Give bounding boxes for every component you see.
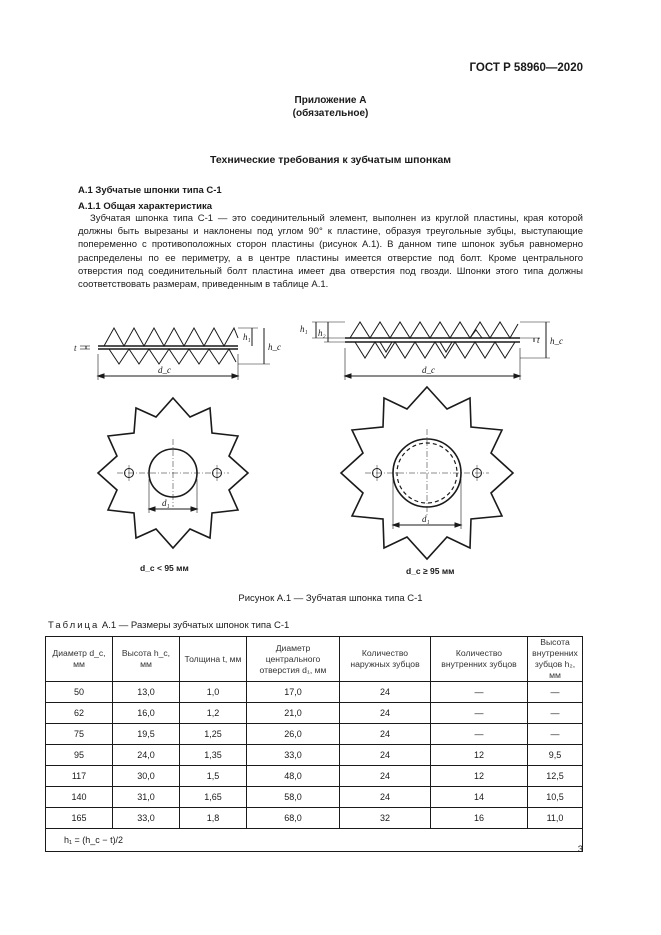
table-row [46,703,583,724]
cell: 24 [340,682,431,703]
cell: 24 [340,787,431,808]
col-inner-height: Высота внутренних зубцов h₂, мм [528,637,583,682]
cell: 48,0 [247,766,340,787]
annex-name: Приложение А [294,95,367,106]
table-row [46,724,583,745]
table-header-row [46,637,583,682]
cell: 24,0 [113,745,180,766]
paragraph-text: Зубчатая шпонка типа С-1 — это соединительный элемент, выполнен из круглой пластины, края которой должны быть вырезаны и наклонены под углом 90° к пластине, образуя треугольные зубцы, выступающие попеременно с противоположных сторон пластины (рисунок А.1). В данном типе шпонок зубья равномерно распределены по ее периметру, а в центре пластины имеется отверстие под болт. Кроме центрального отверстия под соединительный болт пластина имеет два отверстия под гвозди. Шпонки этого типа должны соответствовать размерам, приведенным в таблице А.1. [78,213,583,291]
label-left-dc: d_c [158,365,171,375]
cell: 30,0 [113,766,180,787]
cell: 95 [46,745,113,766]
cell: 1,2 [180,703,247,724]
cell: 12,5 [528,766,583,787]
cell: 13,0 [113,682,180,703]
page-number: 3 [577,844,583,855]
col-diameter: Диаметр d_c, мм [46,637,113,682]
label-right-d1: d₁ [422,514,430,524]
cell: 1,5 [180,766,247,787]
cell: 21,0 [247,703,340,724]
cell: 24 [340,745,431,766]
label-left-hc: h_c [268,342,281,352]
cell: 9,5 [528,745,583,766]
table-row [46,808,583,829]
annex-title [0,94,661,120]
cell: 50 [46,682,113,703]
table-row [46,745,583,766]
clause-heading: А.1.1 Общая характеристика [78,201,213,212]
col-outer-teeth: Количество наружных зубцов [340,637,431,682]
cell: 117 [46,766,113,787]
cell: 1,35 [180,745,247,766]
cell: — [431,682,528,703]
cell: 10,5 [528,787,583,808]
label-left-t: t [74,343,77,353]
figure-caption: Рисунок А.1 — Зубчатая шпонка типа С-1 [238,593,423,604]
cell: 32 [340,808,431,829]
cell: — [431,724,528,745]
cell: 68,0 [247,808,340,829]
standard-code: ГОСТ Р 58960—2020 [469,62,583,74]
cell: 16 [431,808,528,829]
cell: 75 [46,724,113,745]
right-plan-view [341,387,513,559]
cell: 12 [431,745,528,766]
col-inner-teeth: Количество внутренних зубцов [431,637,528,682]
cell: 19,5 [113,724,180,745]
cell: 24 [340,766,431,787]
cell: 62 [46,703,113,724]
right-condition: d_c ≥ 95 мм [406,566,455,576]
label-right-t: t [537,335,540,345]
cell: 16,0 [113,703,180,724]
left-side-view [80,328,270,380]
cell: 14 [431,787,528,808]
cell: 26,0 [247,724,340,745]
cell: — [431,703,528,724]
subsection-heading: А.1 Зубчатые шпонки типа С-1 [78,185,222,196]
left-condition: d_c < 95 мм [140,563,189,573]
cell: 24 [340,703,431,724]
label-left-h1: h₁ [243,332,251,342]
label-right-h1: h₁ [300,324,308,334]
cell: 33,0 [247,745,340,766]
table-row [46,682,583,703]
cell: 58,0 [247,787,340,808]
label-right-h2: h₂ [318,328,326,338]
cell: 11,0 [528,808,583,829]
label-right-hc: h_c [550,336,563,346]
cell: — [528,724,583,745]
cell: — [528,682,583,703]
cell: 165 [46,808,113,829]
cell: 31,0 [113,787,180,808]
label-right-dc: d_c [422,365,435,375]
col-height: Высота h_c, мм [113,637,180,682]
annex-status: (обязательное) [292,108,369,119]
table-note-row [46,829,583,852]
cell: 17,0 [247,682,340,703]
cell: 1,0 [180,682,247,703]
table-caption [48,620,289,631]
col-hole-diameter: Диаметр центрального отверстия d₁, мм [247,637,340,682]
cell: 12 [431,766,528,787]
cell: 140 [46,787,113,808]
label-left-d1: d₁ [162,498,170,508]
left-plan-view [98,398,248,548]
cell: 33,0 [113,808,180,829]
cell: 1,65 [180,787,247,808]
table-caption-text: А.1 — Размеры зубчатых шпонок типа С-1 [101,620,290,631]
col-thickness: Толщина t, мм [180,637,247,682]
cell: 1,25 [180,724,247,745]
section-title: Технические требования к зубчатым шпонкам [209,154,452,166]
cell: — [528,703,583,724]
table-caption-label: Таблица [48,620,100,631]
body-paragraph [78,212,583,291]
table-note: h₁ = (h_c − t)/2 [46,829,583,852]
dimensions-table [45,636,583,852]
cell: 24 [340,724,431,745]
table-row [46,766,583,787]
table-row [46,787,583,808]
cell: 1,8 [180,808,247,829]
figure-drawing [60,318,600,590]
